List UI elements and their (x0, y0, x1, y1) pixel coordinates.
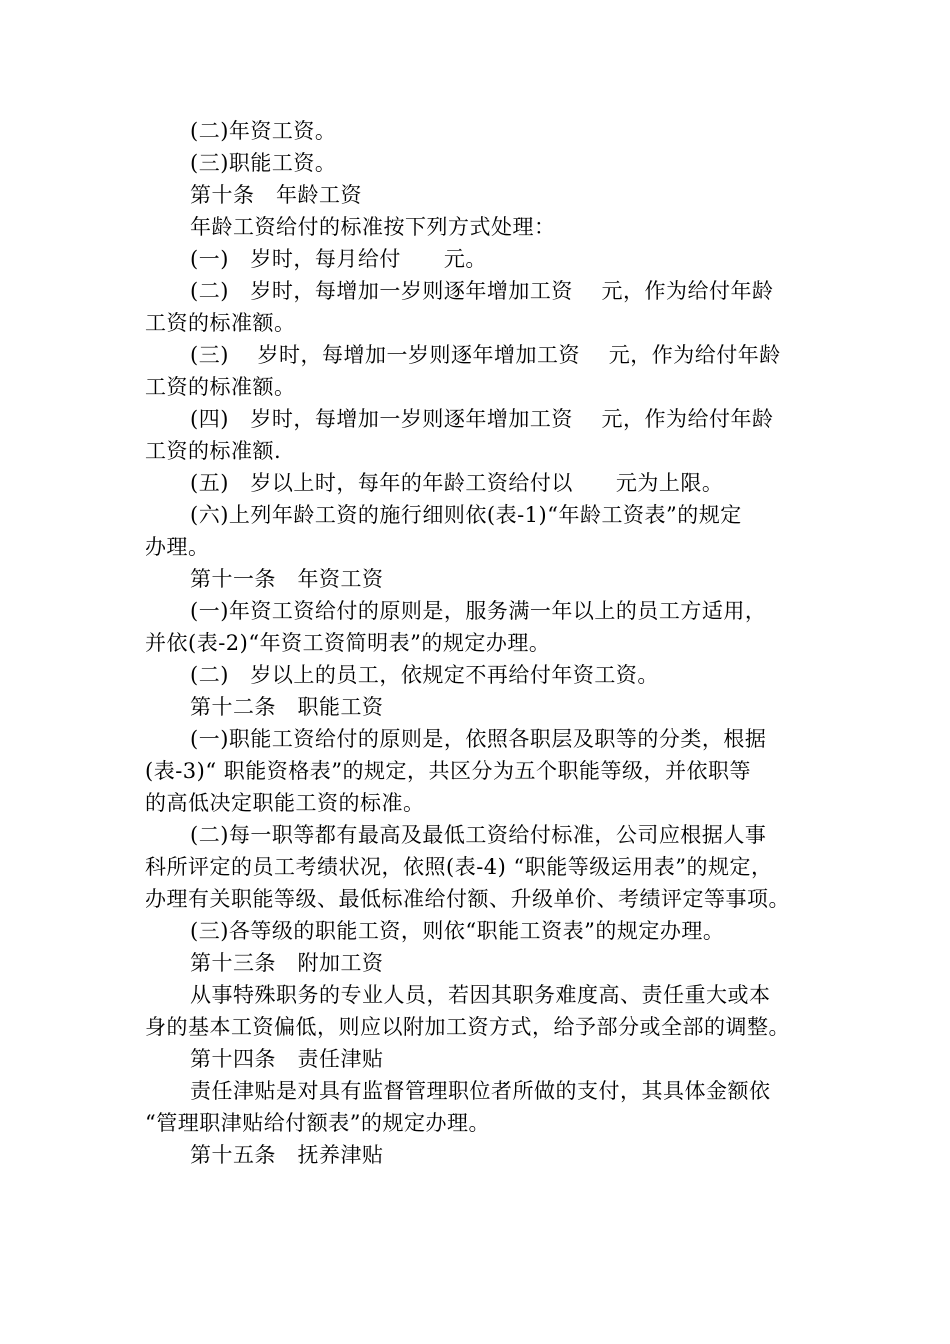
text-line: 并依(表-2)“年资工资简明表”的规定办理。 (145, 631, 551, 655)
text-line: (三) 岁时，每增加一岁则逐年增加工资 元，作为给付年龄 (190, 343, 781, 367)
text-line: (二)每一职等都有最高及最低工资给付标准，公司应根据人事 (190, 823, 767, 847)
text-line: “管理职津贴给付额表”的规定办理。 (145, 1111, 490, 1135)
text-line: 的高低决定职能工资的标准。 (145, 791, 425, 815)
text-line: 身的基本工资偏低，则应以附加工资方式，给予部分或全部的调整。 (145, 1015, 790, 1039)
article-heading: 第十二条 职能工资 (190, 695, 384, 719)
text-line: 责任津贴是对具有监督管理职位者所做的支付，其具体金额依 (190, 1079, 771, 1103)
text-line: 从事特殊职务的专业人员，若因其职务难度高、责任重大或本 (190, 983, 771, 1007)
article-heading: 第十四条 责任津贴 (190, 1047, 384, 1071)
text-line: 工资的标准额。 (145, 311, 296, 335)
text-line: (表-3)“ 职能资格表”的规定，共区分为五个职能等级，并依职等 (145, 759, 751, 783)
text-line: 科所评定的员工考绩状况，依照(表-4) “职能等级运用表”的规定， (145, 855, 773, 879)
text-line: (六)上列年龄工资的施行细则依(表-1)“年龄工资表”的规定 (190, 503, 742, 527)
text-line: 工资的标准额。 (145, 375, 296, 399)
text-line: (三)各等级的职能工资，则依“职能工资表”的规定办理。 (190, 919, 725, 943)
text-line: (三)职能工资。 (190, 151, 337, 175)
text-line: (一)年资工资给付的原则是，服务满一年以上的员工方适用， (190, 599, 767, 623)
text-line: (二)年资工资。 (190, 119, 337, 143)
text-line: (一)职能工资给付的原则是，依照各职层及职等的分类，根据 (190, 727, 767, 751)
text-line: (二) 岁时，每增加一岁则逐年增加工资 元，作为给付年龄 (190, 279, 774, 303)
article-heading: 第十一条 年资工资 (190, 567, 384, 591)
text-line: 工资的标准额. (145, 439, 282, 463)
article-heading: 第十三条 附加工资 (190, 951, 384, 975)
text-line: (二) 岁以上的员工，依规定不再给付年资工资。 (190, 663, 659, 687)
text-line: (四) 岁时，每增加一岁则逐年增加工资 元，作为给付年龄 (190, 407, 774, 431)
article-heading: 第十五条 抚养津贴 (190, 1143, 384, 1167)
text-line: 年龄工资给付的标准按下列方式处理： (190, 215, 556, 239)
text-line: (五) 岁以上时，每年的年龄工资给付以 元为上限。 (190, 471, 724, 495)
article-heading: 第十条 年龄工资 (190, 183, 362, 207)
text-line: 办理有关职能等级、最低标准给付额、升级单价、考绩评定等事项。 (145, 887, 790, 911)
text-line: 办理。 (145, 535, 210, 559)
text-line: (一) 岁时，每月给付 元。 (190, 247, 487, 271)
